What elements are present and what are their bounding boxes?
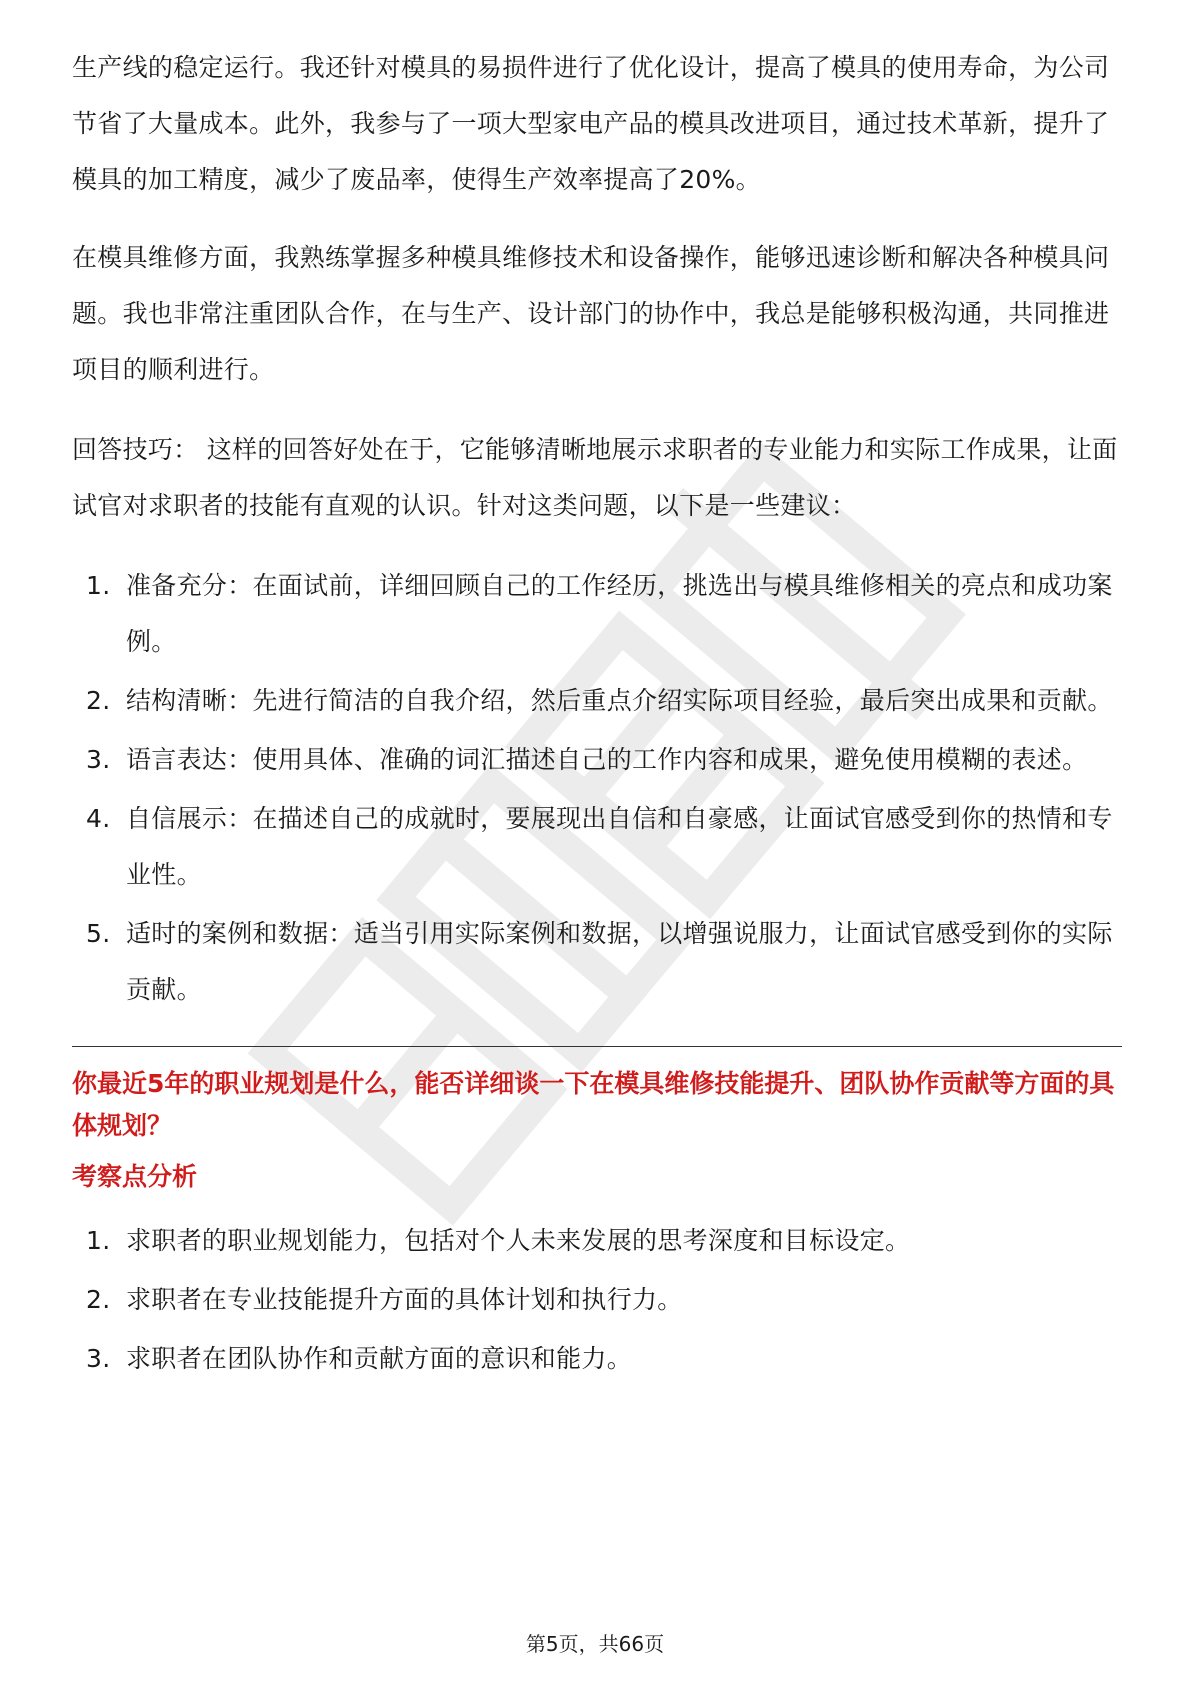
list-text: 自信展示：在描述自己的成就时，要展现出自信和自豪感，让面试官感受到你的热情和专业性。 <box>126 804 1113 889</box>
tips-list <box>72 558 1122 1018</box>
list-number: 3. <box>86 745 111 774</box>
analysis-heading: 考察点分析 <box>72 1162 198 1191</box>
paragraph-repair-skills: 在模具维修方面，我熟练掌握多种模具维修技术和设备操作，能够迅速诊断和解决各种模具问题。我也非常注重团队合作，在与生产、设计部门的协作中，我总是能够积极沟通，共同推进项目的顺利进行。 <box>72 243 1110 384</box>
list-item <box>72 673 1122 729</box>
list-number: 1. <box>86 1226 111 1255</box>
list-item <box>72 791 1122 903</box>
list-text: 准备充分：在面试前，详细回顾自己的工作经历，挑选出与模具维修相关的亮点和成功案例。 <box>126 571 1113 656</box>
list-text: 求职者在专业技能提升方面的具体计划和执行力。 <box>126 1285 683 1314</box>
list-number: 5. <box>86 919 111 948</box>
list-text: 结构清晰：先进行简洁的自我介绍，然后重点介绍实际项目经验，最后突出成果和贡献。 <box>126 686 1113 715</box>
list-text: 适时的案例和数据：适当引用实际案例和数据，以增强说服力，让面试官感受到你的实际贡献。 <box>126 919 1113 1004</box>
paragraph-answer-tips: 回答技巧： 这样的回答好处在于，它能够清晰地展示求职者的专业能力和实际工作成果，让面试官对求职者的技能有直观的认识。针对这类问题，以下是一些建议： <box>72 435 1118 520</box>
list-text: 语言表达：使用具体、准确的词汇描述自己的工作内容和成果，避免使用模糊的表述。 <box>126 745 1088 774</box>
list-number: 2. <box>86 1285 111 1314</box>
section-divider <box>72 1046 1122 1047</box>
list-text: 求职者在团队协作和贡献方面的意识和能力。 <box>126 1344 633 1373</box>
document-page <box>72 40 1122 1390</box>
page-footer: 第5页，共66页 <box>525 1632 665 1656</box>
list-item <box>72 1331 1122 1387</box>
list-number: 3. <box>86 1344 111 1373</box>
list-item <box>72 906 1122 1018</box>
list-number: 2. <box>86 686 111 715</box>
list-number: 1. <box>86 571 111 600</box>
list-item <box>72 732 1122 788</box>
list-item <box>72 558 1122 670</box>
list-text: 求职者的职业规划能力，包括对个人未来发展的思考深度和目标设定。 <box>126 1226 911 1255</box>
list-item <box>72 1272 1122 1328</box>
list-item <box>72 1213 1122 1269</box>
list-number: 4. <box>86 804 111 833</box>
analysis-list <box>72 1213 1122 1387</box>
question-heading: 你最近5年的职业规划是什么，能否详细谈一下在模具维修技能提升、团队协作贡献等方面的具体规划？ <box>72 1069 1115 1140</box>
paragraph-experience: 生产线的稳定运行。我还针对模具的易损件进行了优化设计，提高了模具的使用寿命，为公司节省了大量成本。此外，我参与了一项大型家电产品的模具改进项目，通过技术革新，提升了模具的加工精度，减少了废品率，使得生产效率提高了20%。 <box>72 53 1110 194</box>
